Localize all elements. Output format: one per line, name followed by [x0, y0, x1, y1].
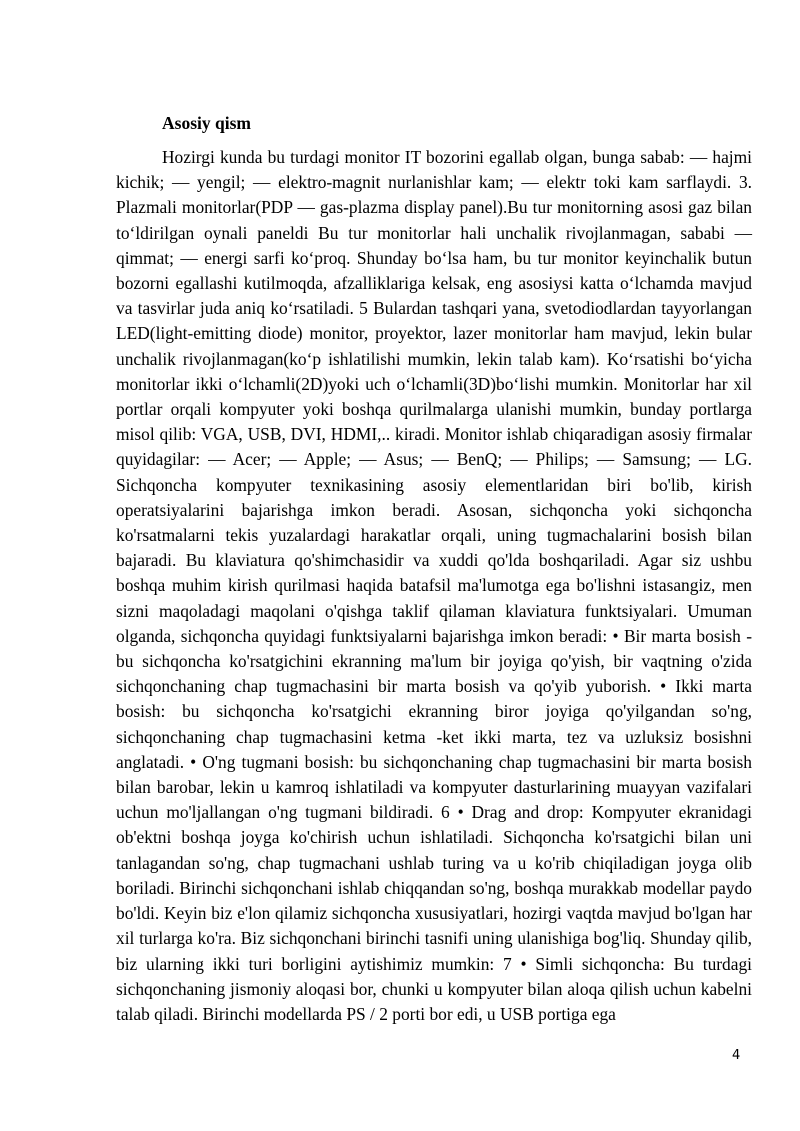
section-heading: Asosiy qism: [162, 113, 251, 133]
page-number: 4: [732, 1048, 741, 1063]
body-paragraph: Hozirgi kunda bu turdagi monitor IT bozorini egallab olgan, bunga sabab: — hajmi kichik; — yengil; — elektro-magnit nurlanishlar kam; — elektr toki kam sarflaydi. 3. Plazmali monitorlar(PDP — gas-plazma display panel).Bu tur monitorning asosi gaz bilan to‘ldirilgan oynali paneldi Bu tur monitorlar hali unchalik rivojlanmagan, sababi — qimmat; — energi sarfi ko‘proq. Shunday bo‘lsa ham, bu tur monitor keyinchalik butun bozorni egallashi kutilmoqda, afzalliklariga kelsak, eng asosiysi katta o‘lchamda mavjud va tasvirlar juda aniq ko‘rsatiladi. 5 Bulardan tashqari yana, svetodiodlardan tayyorlangan LED(light-emitting diode) monitor, proyektor, lazer monitorlar ham mavjud, lekin bular unchalik rivojlanmagan(ko‘p ishlatilishi mumkin, lekin talab kam). Ko‘rsatishi bo‘yicha monitorlar ikki o‘lchamli(2D)yoki uch o‘lchamli(3D)bo‘lishi mumkin. Monitorlar har xil portlar orqali kompyuter yoki boshqa qurilmalarga ulanishi mumkin, bunday portlarga misol qilib: VGA, USB, DVI, HDMI,.. kiradi. Monitor ishlab chiqaradigan asosiy firmalar quyidagilar: — Acer; — Apple; — Asus; — BenQ; — Philips; — Samsung; — LG. Sichqoncha kompyuter texnikasining asosiy elementlaridan biri bo'lib, kirish operatsiyalarini bajarishga imkon beradi. Asosan, sichqoncha yoki sichqoncha ko'rsatmalarni tekis yuzalardagi harakatlar orqali, uning tugmachalarini bosish bilan bajaradi. Bu klaviatura qo'shimchasidir va xuddi qo'lda boshqariladi. Agar siz ushbu boshqa muhim kirish qurilmasi haqida batafsil ma'lumotga ega bo'lishni istasangiz, men sizni maqoladagi maqolani o'qishga taklif qilaman klaviatura funktsiyalari. Umuman olganda, sichqoncha quyidagi funktsiyalarni bajarishga imkon beradi: • Bir marta bosish - bu sichqoncha ko'rsatgichini ekranning ma'lum bir joyiga qo'yish, bir vaqtning o'zida sichqonchaning chap tugmachasini bir marta bosish va qo'yib yuborish. • Ikki marta bosish: bu sichqoncha ko'rsatgichi ekranning biror joyiga qo'yilgandan so'ng, sichqonchaning chap tugmachasini ketma -ket ikki marta, tez va uzluksiz bosishni anglatadi. • O'ng tugmani bosish: bu sichqonchaning chap tugmachasini bir marta bosish bilan barobar, lekin u kamroq ishlatiladi va kompyuter dasturlarining muayyan vazifalari uchun mo'ljallangan o'ng tugmani bildiradi. 6 • Drag and drop: Kompyuter ekranidagi ob'ektni boshqa joyga ko'chirish uchun ishlatiladi. Sichqoncha ko'rsatgichi bilan uni tanlagandan so'ng, chap tugmachani ushlab turing va u ko'rib chiqiladigan joyga olib boriladi. Birinchi sichqonchani ishlab chiqqandan so'ng, boshqa murakkab modellar paydo bo'ldi. Keyin biz e'lon qilamiz sichqoncha xususiyatlari, hozirgi vaqtda mavjud bo'lgan har xil turlarga ko'ra. Biz sichqonchani birinchi tasnifi uning ulanishiga bog'liq. Shunday qilib, biz ularning ikki turi borligini aytishimiz mumkin: 7 • Simli sichqoncha: Bu turdagi sichqonchaning jismoniy aloqasi bor, chunki u kompyuter bilan aloqa qilish uchun kabelni talab qiladi. Birinchi modellarda PS / 2 porti bor edi, u USB portiga ega: [116, 147, 752, 1024]
